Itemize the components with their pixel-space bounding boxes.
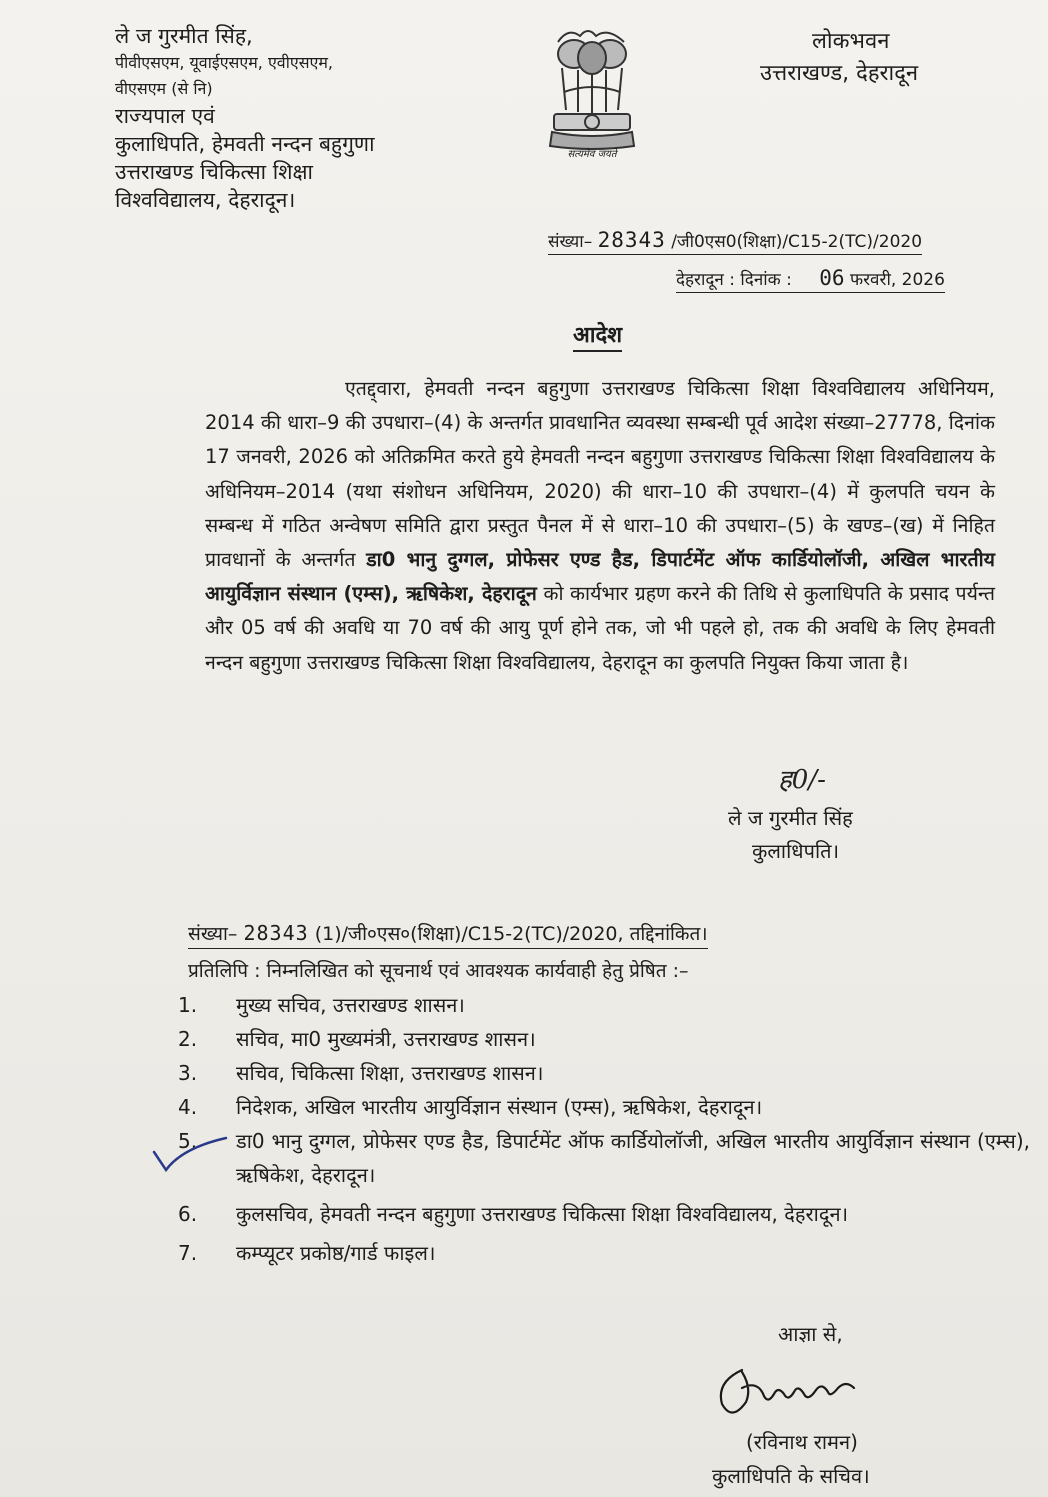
reference-prefix: संख्या– [548, 232, 593, 252]
list-item-text: कुलसचिव, हेमवती नन्दन बहुगुणा उत्तराखण्ड चिकित्सा शिक्षा विश्वविद्यालय, देहरादून। [236, 1202, 849, 1226]
list-item-number: 5. [178, 1129, 198, 1153]
sender-designation-1: राज्यपाल एवं [115, 104, 215, 128]
signatory-1-name: ले ज गुरमीत सिंह [728, 806, 853, 830]
copy-intro: प्रतिलिपि : निम्नलिखित को सूचनार्थ एवं आवश्यक कार्यवाही हेतु प्रेषित :– [188, 960, 689, 982]
reference-number-handwritten: 28343 [597, 228, 666, 252]
list-item-number: 3. [178, 1061, 198, 1085]
signatory-2-designation: कुलाधिपति के सचिव। [712, 1464, 870, 1488]
signatory-2-name: (रविनाथ रामन) [746, 1430, 858, 1454]
list-item-text: मुख्य सचिव, उत्तराखण्ड शासन। [236, 993, 465, 1017]
list-item-number: 7. [178, 1241, 198, 1265]
copy-ref-suffix: (1)/जी०एस०(शिक्षा)/C15-2(TC)/2020, तद्दिनांकित। [314, 923, 708, 945]
order-text-part-2: को कार्यभार ग्रहण करने की तिथि से कुलाधिपति के प्रसाद पर्यन्त और 05 वर्ष की अवधि या 70 वर्ष की आयु पूर्ण होने तक, जो भी पहले हो, तक की अवधि के लिए हेमवती नन्दन बहुगुणा उत्तराखण्ड चिकित्सा शिक्षा विश्वविद्यालय, देहरादून का कुलपति नियुक्त किया जाता है। [205, 582, 996, 674]
signed-mark-handwritten [776, 760, 846, 800]
list-item [170, 1022, 1030, 1056]
list-item [170, 1197, 1030, 1231]
signatory-2 [712, 1425, 870, 1493]
by-order-text: आज्ञा से, [778, 1322, 843, 1346]
address-block [760, 26, 918, 90]
sender-honours-2: वीएसएम (से नि) [115, 79, 213, 98]
list-item [170, 1056, 1030, 1090]
date-day-handwritten: 06 [819, 266, 845, 290]
order-heading: आदेश [573, 322, 622, 352]
sender-honours-1: पीवीएसएम, यूवाईएसएम, एवीएसएम, [115, 53, 334, 72]
list-item [170, 1090, 1030, 1124]
signed-mark-text: ह0/- [778, 765, 826, 795]
copy-ref-prefix: संख्या– [188, 923, 238, 945]
order-text-part-1: एतद्द्वारा, हेमवती नन्दन बहुगुणा उत्तराखण्ड चिकित्सा शिक्षा विश्वविद्यालय अधिनियम, 2014 की धारा–9 की उपधारा–(4) के अन्तर्गत प्रावधानित व्यवस्था सम्बन्धी पूर्व आदेश संख्या–27778, दिनांक 17 जनवरी, 2026 को अतिक्रमित करते हुये हेमवती नन्दन बहुगुणा उत्तराखण्ड चिकित्सा शिक्षा विश्वविद्यालय के अधिनियम–2014 (यथा संशोधन अधिनियम, 2020) की धारा–10 की उपधारा–(4) में कुलपति चयन के सम्बन्ध में गठित अन्वेषण समिति द्वारा प्रस्तुत पैनल में से धारा–10 की उपधारा–(5) के खण्ड–(ख) में निहित प्रावधानों के अन्तर्गत [205, 377, 995, 572]
list-item [170, 1124, 1030, 1192]
list-item [170, 988, 1030, 1022]
sender-designation-4: विश्वविद्यालय, देहरादून। [115, 188, 296, 212]
copy-recipient-list [170, 988, 1030, 1270]
address-line-1: लोकभवन [812, 29, 890, 54]
sender-designation-3: उत्तराखण्ड चिकित्सा शिक्षा [115, 160, 313, 184]
list-item-text: डा0 भानु दुग्गल, प्रोफेसर एण्ड हैड, डिपार्टमेंट ऑफ कार्डियोलॉजी, अखिल भारतीय आयुर्विज्ञान संस्थान (एम्स), ऋषिकेश, देहरादून। [236, 1129, 1030, 1187]
list-item-text: निदेशक, अखिल भारतीय आयुर्विज्ञान संस्थान (एम्स), ऋषिकेश, देहरादून। [236, 1095, 763, 1119]
reference-date [676, 266, 945, 293]
list-item-text: सचिव, मा0 मुख्यमंत्री, उत्तराखण्ड शासन। [236, 1027, 536, 1051]
sender-designation-2: कुलाधिपति, हेमवती नन्दन बहुगुणा [115, 132, 375, 156]
sender-block [115, 22, 495, 214]
sender-name: ले ज गुरमीत सिंह, [115, 24, 253, 48]
handwritten-signature [712, 1358, 872, 1428]
date-prefix: देहरादून : दिनांक : [676, 270, 792, 290]
date-rest: फरवरी, 2026 [849, 270, 945, 290]
address-line-2: उत्तराखण्ड, देहरादून [760, 61, 919, 86]
signatory-1 [728, 802, 853, 868]
checkmark-icon [152, 1134, 232, 1174]
copy-ref-number-handwritten: 28343 [243, 921, 309, 945]
reference-suffix: /जी0एस0(शिक्षा)/C15-2(TC)/2020 [671, 232, 923, 252]
order-body [205, 372, 995, 680]
list-item-number: 2. [178, 1027, 198, 1051]
list-item [170, 1236, 1030, 1270]
list-item-number: 4. [178, 1095, 198, 1119]
list-item-number: 6. [178, 1202, 198, 1226]
reference-number [548, 228, 922, 255]
list-item-text: सचिव, चिकित्सा शिक्षा, उत्तराखण्ड शासन। [236, 1061, 544, 1085]
copy-reference [188, 920, 708, 949]
signatory-1-designation: कुलाधिपति। [752, 839, 840, 863]
list-item-text: कम्प्यूटर प्रकोष्ठ/गार्ड फाइल। [236, 1241, 436, 1265]
national-emblem-icon [538, 22, 646, 162]
list-item-number: 1. [178, 993, 198, 1017]
order-appointee-bold: डा0 भानु दुग्गल, प्रोफेसर एण्ड हैड, डिपार्टमेंट ऑफ कार्डियोलॉजी, अखिल भारतीय आयुर्विज्ञान संस्थान (एम्स), ऋषिकेश, देहरादून [205, 548, 995, 606]
emblem-motto: सत्यमेव जयते [567, 149, 617, 160]
